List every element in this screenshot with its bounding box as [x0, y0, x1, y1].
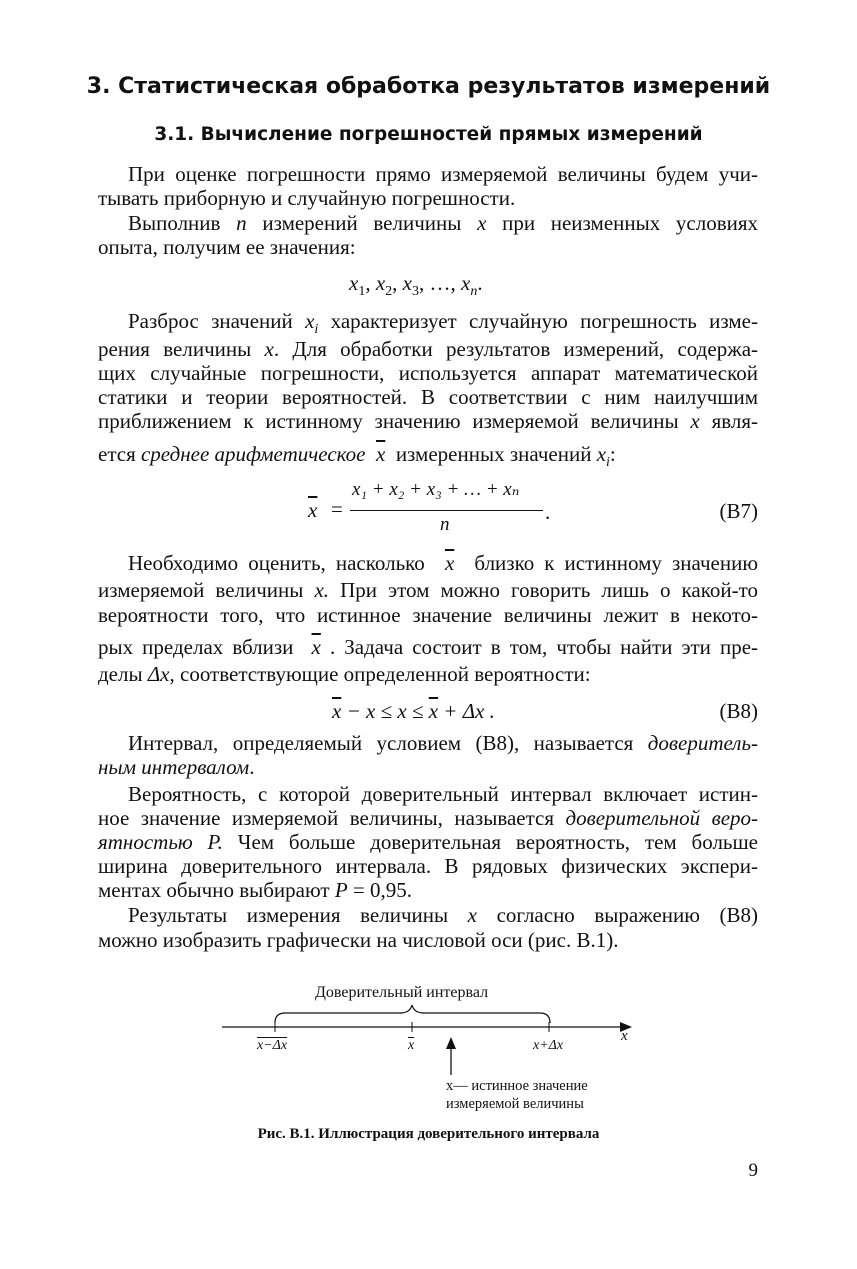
paragraph-3-line-1: Разброс значений $x_i$ характеризует случайную погрешность изме-	[128, 309, 758, 337]
paragraph-5-line-2: ным интервалом.	[98, 755, 255, 779]
paragraph-2-line-1: Выполнив n измерений величины x при неизменных условиях	[128, 211, 759, 235]
confidence-interval-figure	[0, 975, 857, 1125]
section-title: 3. Статистическая обработка результатов измерений	[86, 74, 771, 99]
up-arrow-icon	[446, 1037, 456, 1049]
paragraph-4-line-4: рых пределах вблизи $\overline{x}$ . Задача состоит в том, чтобы найти эти пре-	[98, 635, 759, 659]
equation-number-b8: (В8)	[719, 699, 758, 723]
paragraph-6-line-4: ширина доверительного интервала. В рядовых физических экспери-	[98, 854, 758, 878]
axis-label: x	[621, 1028, 628, 1044]
tick-label-left: x−Δx	[257, 1038, 288, 1053]
paragraph-6-line-2: ное значение измеряемой величины, называется доверительной веро-	[98, 806, 759, 830]
paragraph-3-line-3: щих случайные погрешности, используется аппарат математической	[98, 361, 758, 385]
subsection-title: 3.1. Вычисление погрешностей прямых измерений	[154, 124, 703, 145]
figure-caption: Рис. В.1. Иллюстрация доверительного интервала	[257, 1126, 600, 1142]
equation-number-b7: (В7)	[719, 499, 758, 523]
interval-brace	[275, 1005, 550, 1023]
paragraph-5-line-1: Интервал, определяемый условием (В8), называется доверитель-	[128, 731, 759, 755]
true-value-note-line-1: x— истинное значение	[446, 1078, 588, 1094]
equation-b8: $\overline{x} - x \le x \le \overline{x} + \Delta x$ .	[332, 699, 495, 723]
true-value-note-line-2: измеряемой величины	[446, 1096, 584, 1112]
paragraph-4-line-5: делы Δx, соответствующие определенной вероятности:	[98, 662, 591, 686]
paragraph-3-line-5: приближением к истинному значению измеряемой величины x явля-	[98, 409, 758, 433]
paragraph-1-line-2: тывать приборную и случайную погрешности.	[98, 186, 516, 210]
paragraph-4-line-1: Необходимо оценить, насколько $\overline{x}$ близко к истинному значению	[128, 551, 759, 575]
interval-label: Доверительный интервал	[315, 984, 489, 1001]
paragraph-1-line-1: При оценке погрешности прямо измеряемой величины будем учи-	[128, 162, 758, 186]
paragraph-6-line-3: ятностью P. Чем больше доверительная вероятность, тем больше	[98, 830, 758, 854]
paragraph-7-line-2: можно изобразить графически на числовой оси (рис. В.1).	[98, 928, 619, 952]
page-number: 9	[748, 1160, 758, 1181]
tick-label-right: x+Δx	[533, 1038, 564, 1053]
paragraph-7-line-1: Результаты измерения величины x согласно выражению (В8)	[128, 903, 759, 927]
paragraph-4-line-3: вероятности того, что истинное значение величины лежит в некото-	[98, 603, 758, 627]
paragraph-2-line-2: опыта, получим ее значения:	[98, 235, 356, 259]
number-line-diagram	[0, 975, 857, 1125]
paragraph-4-line-2: измеряемой величины x. При этом можно говорить лишь о какой-то	[98, 578, 758, 602]
paragraph-3-line-6: ется среднее арифметическое $\overline{x}$ измеренных значений $x_i$:	[98, 442, 616, 470]
paragraph-3-line-4: статики и теории вероятностей. В соответствии с ним наилучшим	[98, 385, 758, 409]
measurement-series-formula: $x_1$, $x_2$, $x_3$, …, $x_n$.	[349, 271, 483, 299]
paragraph-3-line-2: рения величины x. Для обработки результатов измерений, содержа-	[98, 337, 759, 361]
paragraph-6-line-1: Вероятность, с которой доверительный интервал включает истин-	[128, 782, 758, 806]
paragraph-6-line-5: ментах обычно выбирают P = 0,95.	[98, 878, 412, 902]
tick-label-mid: $\overline{x}$	[408, 1038, 415, 1053]
